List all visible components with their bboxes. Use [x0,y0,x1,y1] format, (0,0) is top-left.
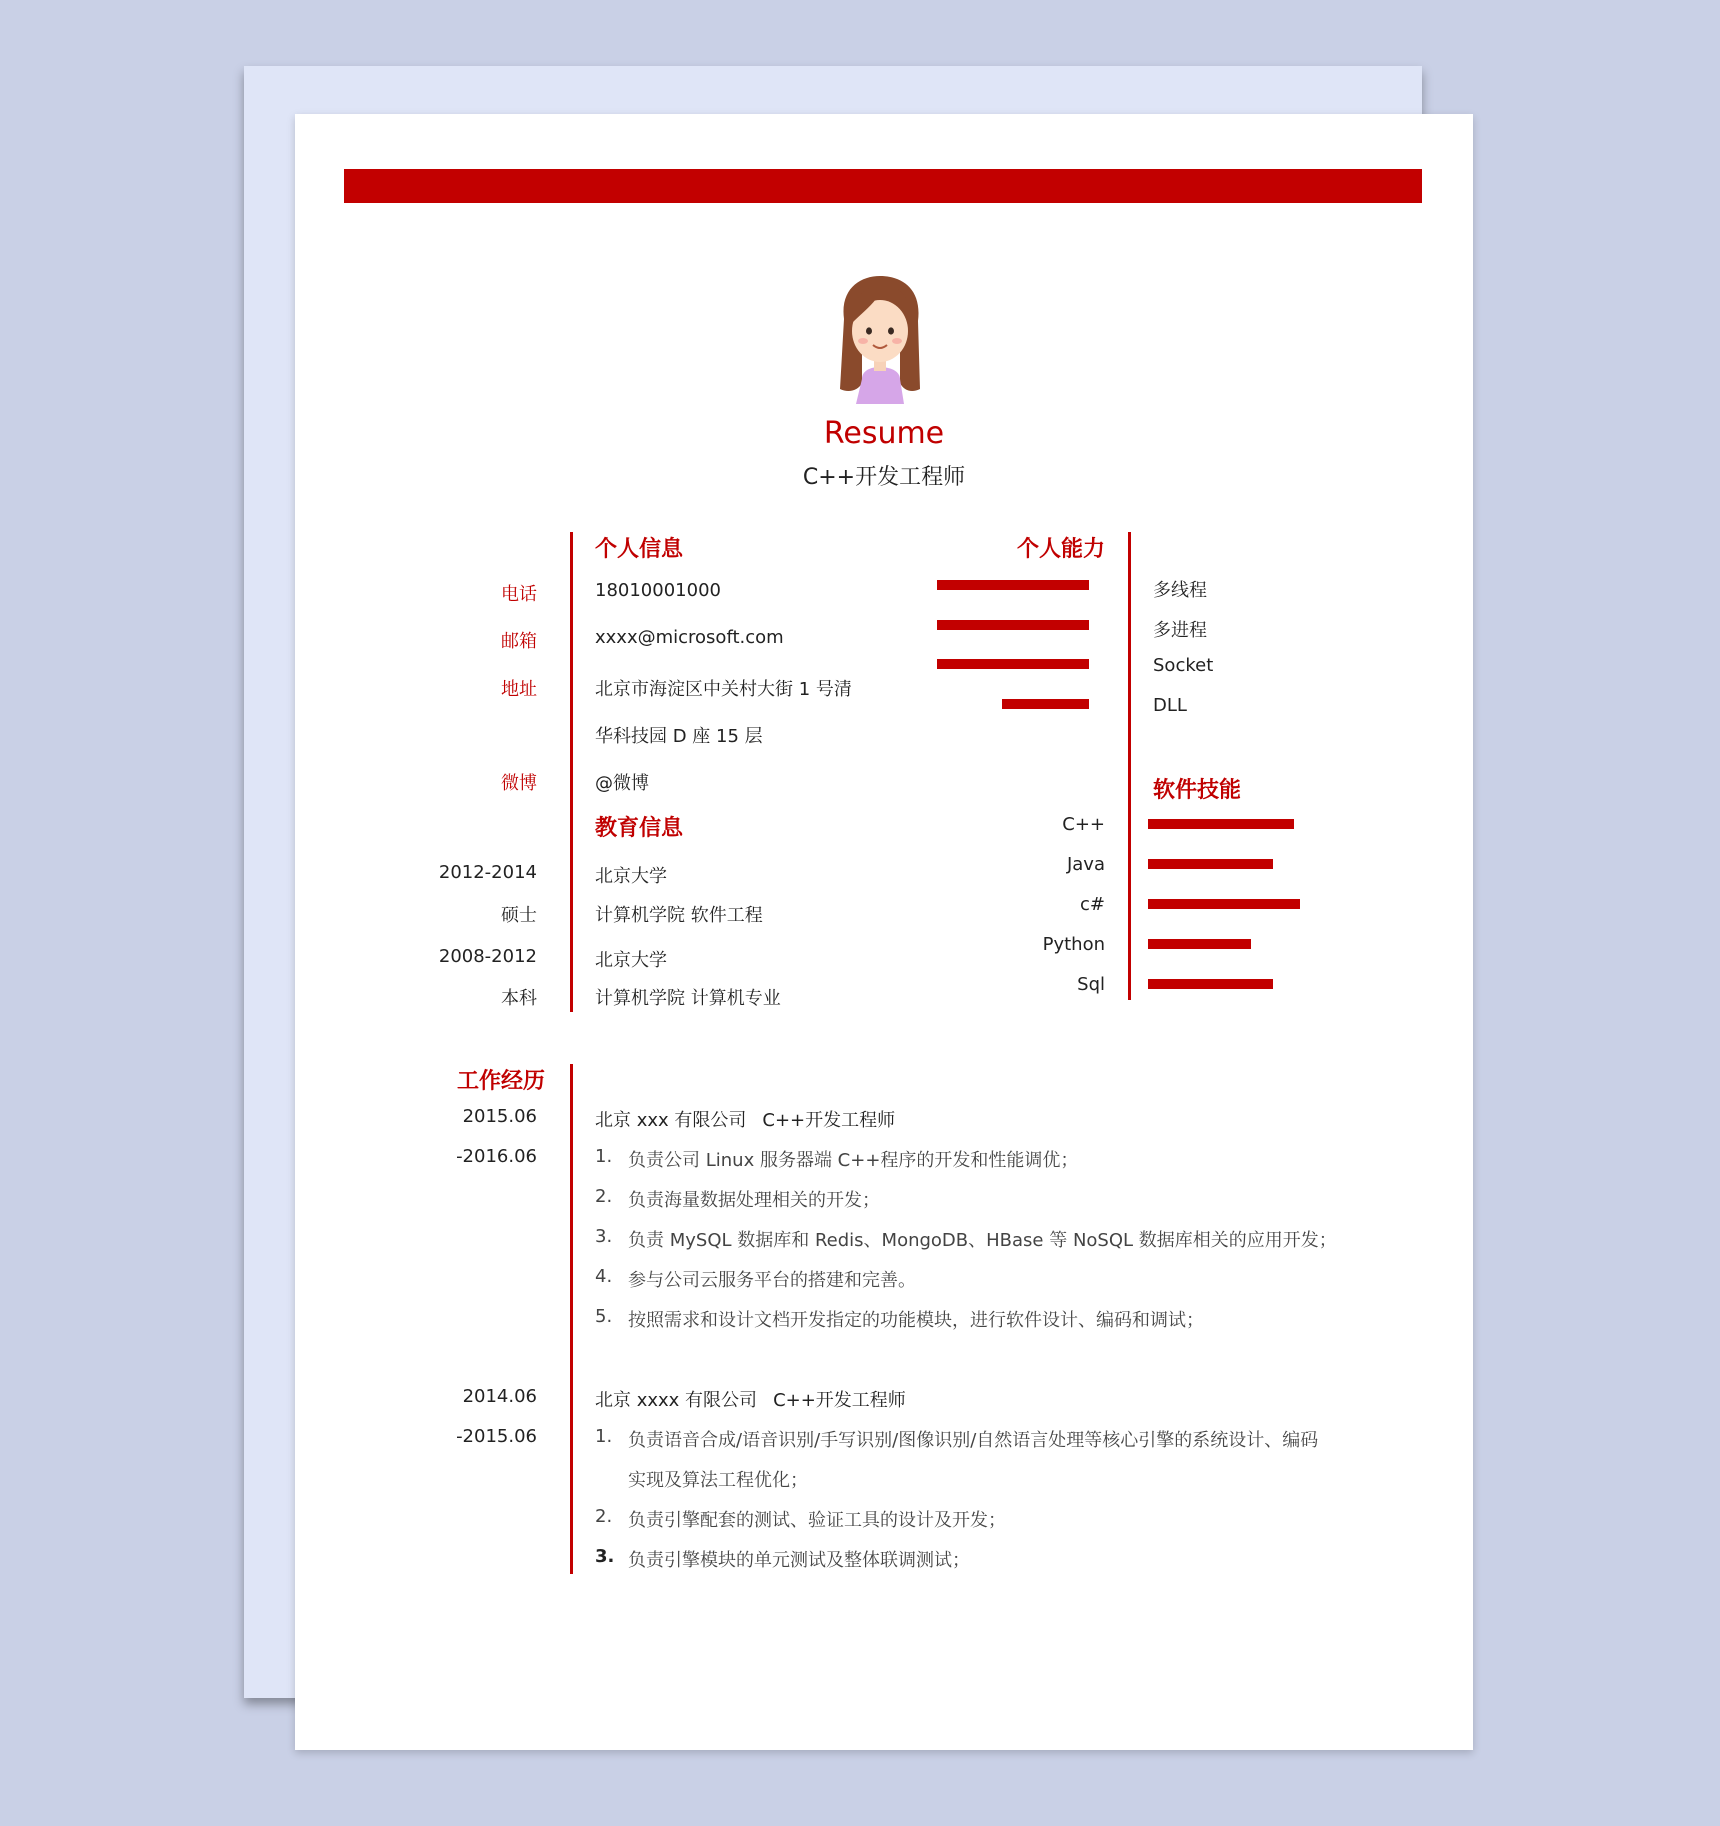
duty-text: 负责海量数据处理相关的开发； [628,1190,880,1211]
duty-text: 负责引擎配套的测试、验证工具的设计及开发； [628,1510,1006,1531]
duty-text: 按照需求和设计文档开发指定的功能模块，进行软件设计、编码和调试； [628,1310,1204,1331]
job-target: C++开发工程师 [802,465,966,490]
job-start: 2014.06 [462,1386,537,1407]
email-value: xxxx@microsoft.com [595,627,784,648]
edu-period: 2008-2012 [438,946,537,967]
skill-name: Python [1042,934,1105,955]
job-end: -2016.06 [456,1146,537,1167]
weibo-value: @微博 [595,773,649,794]
duty-number: 5. [595,1306,613,1327]
phone-label: 电话 [501,584,537,605]
duty-number: 3. [595,1226,613,1247]
edu-degree: 硕士 [501,905,537,926]
ability-name: 多线程 [1153,580,1207,601]
duty-number: 2. [595,1186,613,1207]
edu-major: 计算机学院 计算机专业 [595,988,781,1009]
skill-name: Sql [1077,974,1105,995]
skills-divider [1128,532,1131,1000]
job-header [595,1386,922,1412]
education-heading: 教育信息 [595,816,684,841]
duty-number: 1. [595,1426,613,1447]
job-position: C++开发工程师 [773,1390,906,1411]
skill-level-bar [1148,979,1273,989]
ability-name: Socket [1153,655,1214,676]
edu-degree: 本科 [501,988,537,1009]
skill-level-bar [1148,859,1273,869]
skill-name: C++ [1062,814,1105,835]
duty-text: 负责引擎模块的单元测试及整体联调测试； [628,1550,970,1571]
job-position: C++开发工程师 [762,1110,896,1131]
skill-level-bar [1148,899,1300,909]
edu-major: 计算机学院 软件工程 [595,905,763,926]
duty-text: 负责语音合成/语音识别/手写识别/图像识别/自然语言处理等核心引擎的系统设计、编码 [628,1430,1319,1451]
edu-school: 北京大学 [595,866,667,887]
ability-level-bar [937,659,1089,669]
skill-level-bar [1148,819,1294,829]
phone-value: 18010001000 [595,580,721,601]
skill-name: c# [1080,894,1105,915]
duty-number: 4. [595,1266,613,1287]
duty-text: 参与公司云服务平台的搭建和完善。 [628,1270,916,1291]
duty-text: 负责公司 Linux 服务器端 C++程序的开发和性能调优； [628,1150,1079,1171]
ability-level-bar [937,620,1089,630]
edu-period: 2012-2014 [438,862,537,883]
ability-name: DLL [1153,695,1187,716]
duty-number: 3. [595,1546,615,1567]
skill-name: Java [1066,854,1105,875]
job-end: -2015.06 [456,1426,537,1447]
address-label: 地址 [501,679,537,700]
skill-level-bar [1148,939,1251,949]
job-header [595,1106,911,1132]
resume-page [295,114,1473,1750]
duty-number: 2. [595,1506,613,1527]
info-divider [570,532,573,1012]
ability-name: 多进程 [1153,620,1207,641]
avatar-icon [830,271,930,404]
work-heading: 工作经历 [456,1069,545,1094]
address-value: 北京市海淀区中关村大街 1 号清 [595,679,852,700]
address-value-line2: 华科技园 D 座 15 层 [595,726,763,747]
weibo-label: 微博 [501,773,537,794]
ability-level-bar [937,580,1089,590]
work-divider [570,1064,573,1574]
personal-info-heading: 个人信息 [595,537,684,562]
resume-title: Resume [823,416,945,451]
software-skills-heading: 软件技能 [1153,778,1242,803]
ability-level-bar [1002,699,1089,709]
job-company: 北京 xxx 有限公司 [595,1110,747,1131]
duty-number: 1. [595,1146,613,1167]
duty-text: 负责 MySQL 数据库和 Redis、MongoDB、HBase 等 NoSQL 数据库相关的应用开发； [628,1230,1337,1251]
job-start: 2015.06 [462,1106,537,1127]
email-label: 邮箱 [501,631,537,652]
abilities-heading: 个人能力 [1016,537,1105,562]
top-accent-bar [344,169,1422,203]
edu-school: 北京大学 [595,950,667,971]
duty-text-line2: 实现及算法工程优化； [628,1470,808,1491]
job-company: 北京 xxxx 有限公司 [595,1390,758,1411]
